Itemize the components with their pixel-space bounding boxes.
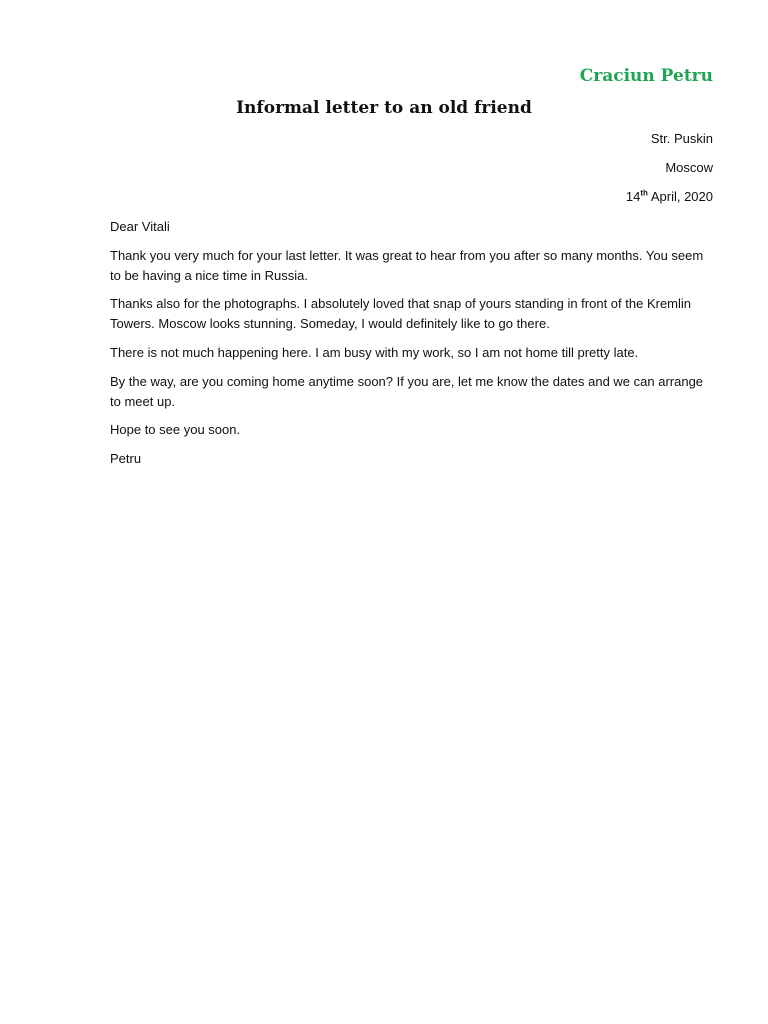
paragraph-5: Hope to see you soon. [110, 422, 241, 437]
author-name: Craciun Petru [579, 66, 713, 86]
date-suffix: th [640, 188, 648, 198]
signature: Petru [110, 451, 142, 466]
paragraph-4: By the way, are you coming home anytime soon? If you are, let me know the dates and we can arrange to meet up. [110, 374, 704, 409]
date-rest: April, 2020 [647, 189, 713, 204]
paragraph-2: Thanks also for the photographs. I absolutely loved that snap of yours standing in front of the Kremlin Towers. Moscow looks stunning. Someday, I would definitely like to go there. [110, 296, 692, 331]
paragraph-3: There is not much happening here. I am busy with my work, so I am not home till pretty late. [110, 345, 639, 360]
address-city: Moscow [665, 160, 713, 175]
document-title: Informal letter to an old friend [236, 98, 532, 118]
paragraph-1: Thank you very much for your last letter. It was great to hear from you after so many months. You seem to be having a nice time in Russia. [110, 248, 704, 283]
greeting: Dear Vitali [110, 219, 170, 234]
date-day: 14 [625, 189, 641, 204]
letter-date [626, 189, 713, 205]
address-street: Str. Puskin [650, 131, 713, 146]
